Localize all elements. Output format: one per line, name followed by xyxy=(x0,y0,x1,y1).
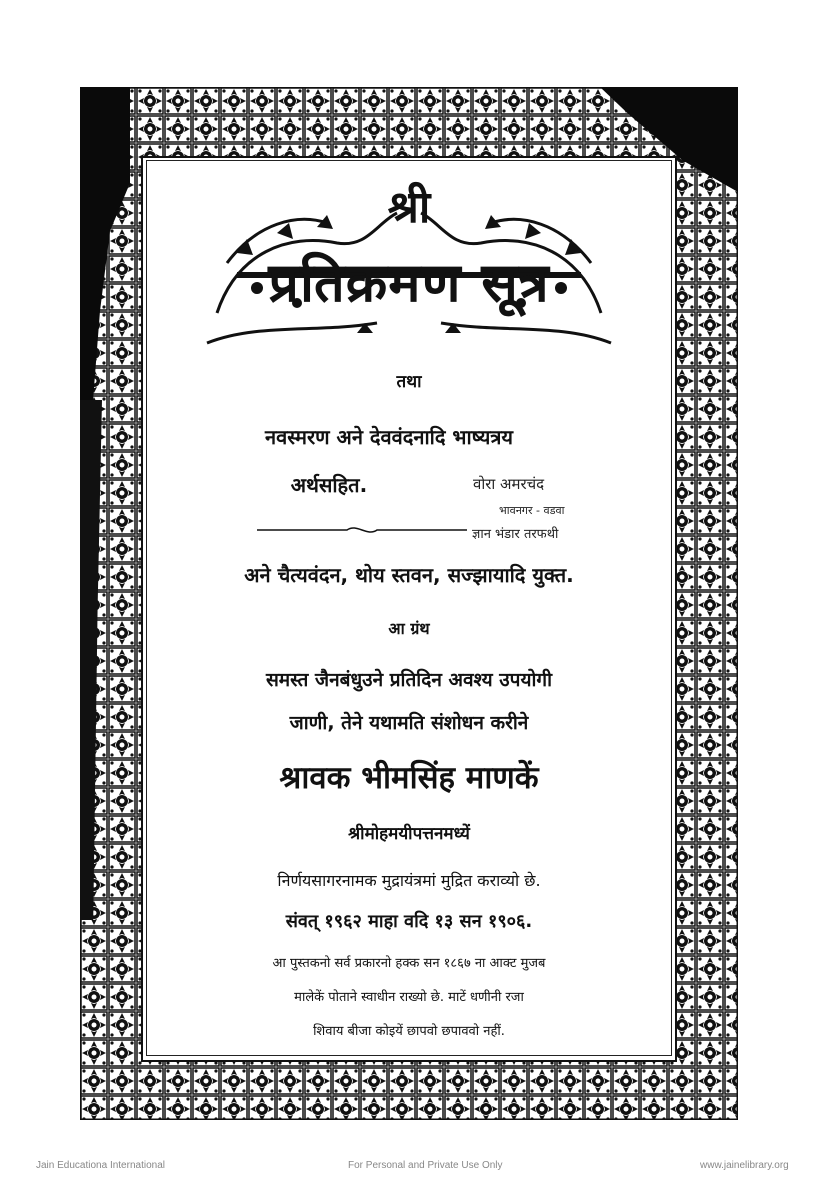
book-line: आ ग्रंथ xyxy=(388,619,430,638)
footer-center: For Personal and Private Use Only xyxy=(348,1160,503,1171)
rights-line-1: आ पुस्तकनो सर्व प्रकारनो हक्क सन १८६७ ना आक्ट मुजब xyxy=(272,956,546,971)
date-line: संवत् १९६२ माहा वदि १३ सन १९०६. xyxy=(285,911,533,932)
footer-left: Jain Educationa International xyxy=(36,1160,165,1171)
ownership-stamp-line-1: वोरा अमरचंद xyxy=(473,475,545,493)
description-line-2: जाणी, तेने यथामति संशोधन करीने xyxy=(289,712,529,734)
title-block xyxy=(147,173,671,363)
subtitle-line-3: अने चैत्यवंदन, थोय स्तवन, सज्झायादि युक्त. xyxy=(244,563,574,587)
subtitle-line-1: नवस्मरण अने देववंदनादि भाष्यत्रय xyxy=(264,425,513,449)
press-line: निर्णयसागरनामक मुद्रायंत्रमां मुद्रित कराव्यो छे. xyxy=(277,871,541,890)
footer-right: www.jainelibrary.org xyxy=(700,1160,789,1171)
ownership-stamp-line-3: ज्ञान भंडार तरफथी xyxy=(472,527,559,542)
title-panel xyxy=(146,160,672,1056)
ownership-stamp-line-2: भावनगर - वडवा xyxy=(499,504,565,517)
divider-ornament xyxy=(257,523,467,537)
publisher-name: श्रावक भीमसिंह माणकें xyxy=(279,760,539,796)
conjunction: तथा xyxy=(396,372,422,392)
description-line-1: समस्त जैनबंधुउने प्रतिदिन अवश्य उपयोगी xyxy=(265,669,553,691)
main-title: प्रतिक्रमण सूत्र xyxy=(268,250,550,314)
rights-line-3: शिवाय बीजा कोइयें छापवो छपाववो नहीं. xyxy=(313,1024,505,1039)
subtitle-line-2: अर्थसहित. xyxy=(290,473,368,497)
place-line: श्रीमोहमयीपत्तनमध्यें xyxy=(348,824,470,844)
invocation-text: श्री xyxy=(387,182,431,233)
rights-line-2: मालेकें पोताने स्वाधीन राख्यो छे. माटें धणीनी रजा xyxy=(294,990,524,1005)
